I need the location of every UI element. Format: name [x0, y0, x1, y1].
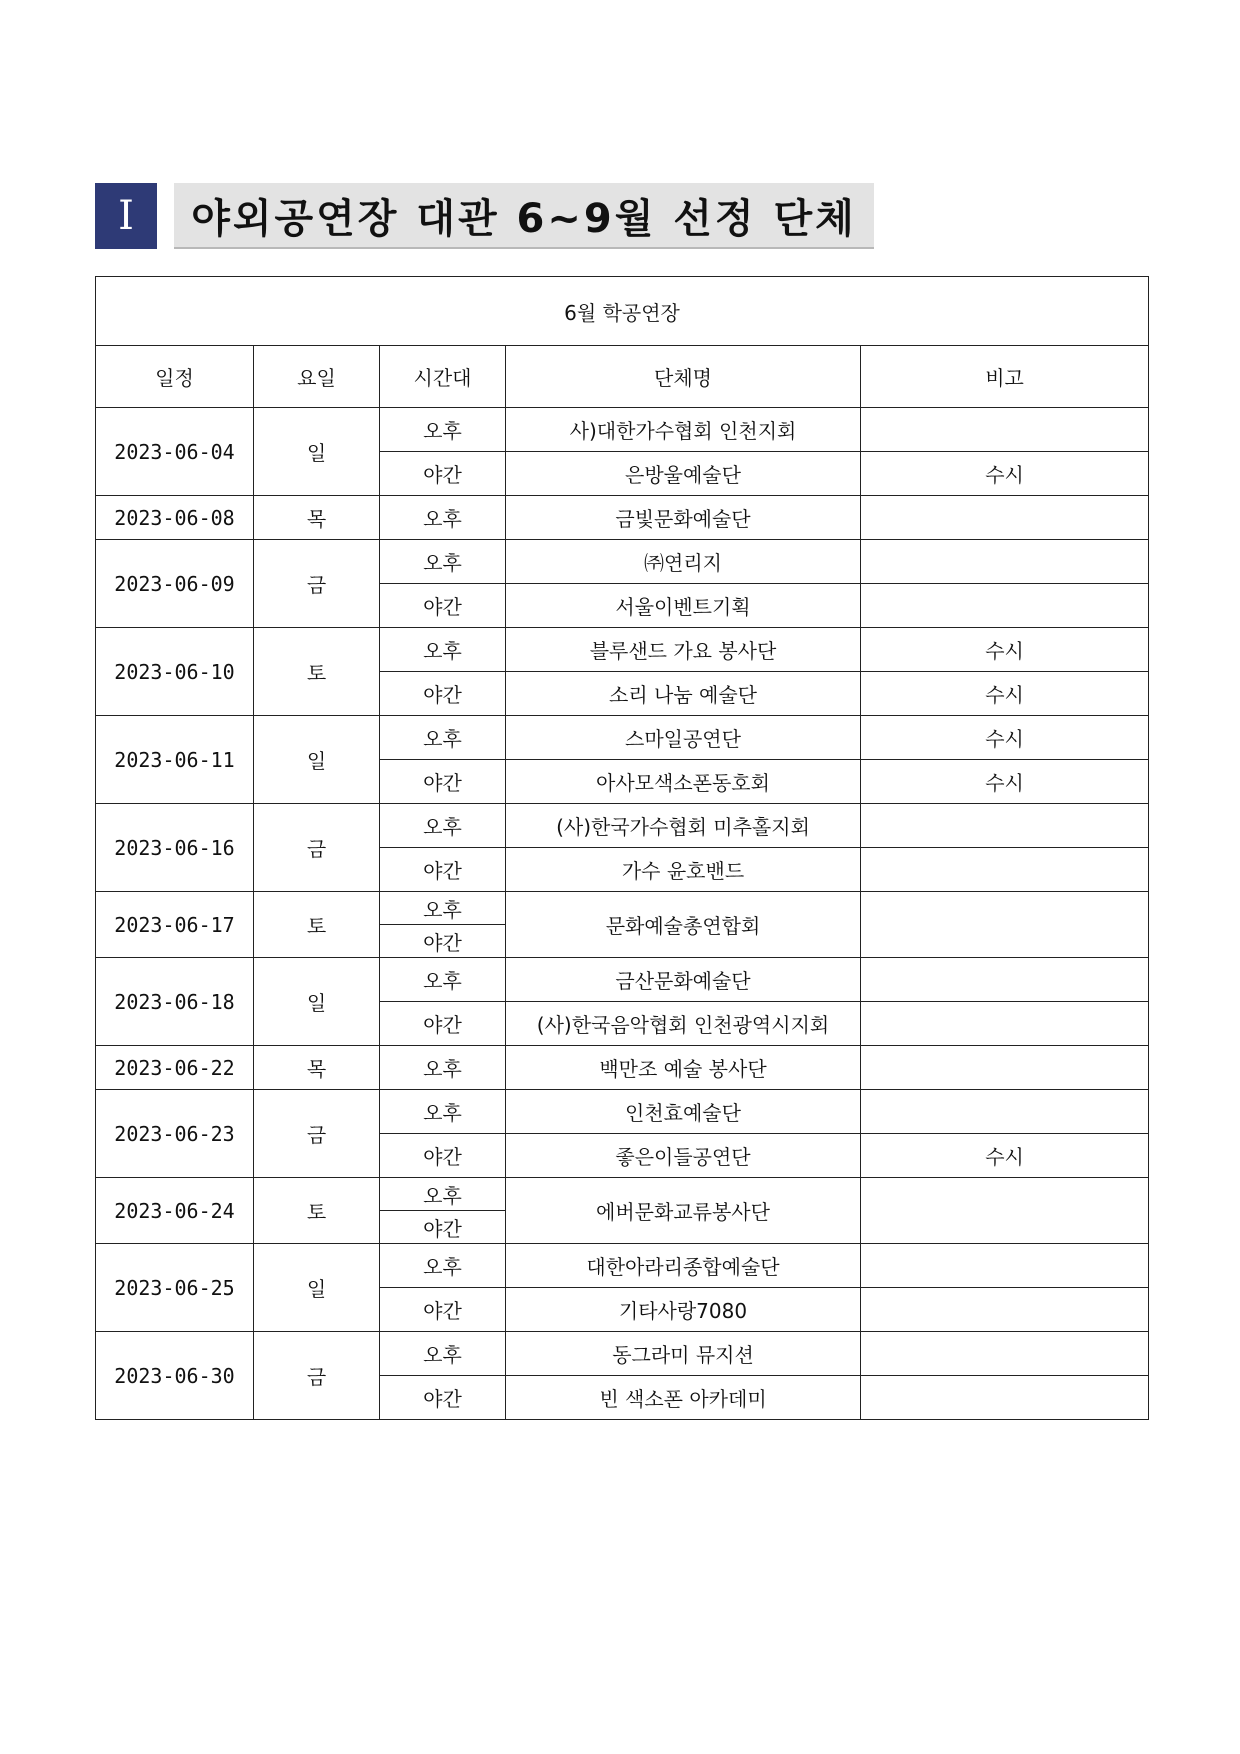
- time-cell: 야간: [380, 760, 506, 804]
- time-cell: 오후: [380, 1046, 506, 1090]
- time-cell: 오후: [380, 408, 506, 452]
- date-cell: 2023-06-22: [96, 1046, 254, 1090]
- note-cell: [861, 892, 1149, 958]
- day-cell: 금: [254, 1090, 380, 1178]
- table-row: [96, 540, 1149, 584]
- table-header-row: [96, 346, 1149, 408]
- note-cell: [861, 1244, 1149, 1288]
- table-row: [96, 1046, 1149, 1090]
- organization-cell: 소리 나눔 예술단: [506, 672, 861, 716]
- table-row: [96, 1332, 1149, 1376]
- organization-cell: 백만조 예술 봉사단: [506, 1046, 861, 1090]
- date-cell: 2023-06-17: [96, 892, 254, 958]
- note-cell: 수시: [861, 628, 1149, 672]
- note-cell: [861, 584, 1149, 628]
- time-cell: 오후: [380, 716, 506, 760]
- note-cell: [861, 496, 1149, 540]
- organization-cell: 문화예술총연합회: [506, 892, 861, 958]
- header-time: 시간대: [380, 346, 506, 408]
- day-cell: 금: [254, 804, 380, 892]
- time-cell: 야간: [380, 1376, 506, 1420]
- table-row: [96, 496, 1149, 540]
- day-cell: 토: [254, 892, 380, 958]
- note-cell: [861, 1288, 1149, 1332]
- table-row: [96, 1244, 1149, 1288]
- note-cell: 수시: [861, 452, 1149, 496]
- time-cell: 야간: [380, 925, 506, 958]
- organization-cell: 금빛문화예술단: [506, 496, 861, 540]
- date-cell: 2023-06-25: [96, 1244, 254, 1332]
- note-cell: [861, 408, 1149, 452]
- table-title: 6월 학공연장: [96, 277, 1149, 346]
- time-cell: 야간: [380, 1134, 506, 1178]
- date-cell: 2023-06-04: [96, 408, 254, 496]
- day-cell: 일: [254, 958, 380, 1046]
- table-row: [96, 1090, 1149, 1134]
- organization-cell: 아사모색소폰동호회: [506, 760, 861, 804]
- time-cell: 오후: [380, 892, 506, 925]
- organization-cell: 가수 윤호밴드: [506, 848, 861, 892]
- time-cell: 야간: [380, 1211, 506, 1244]
- header-date: 일정: [96, 346, 254, 408]
- day-cell: 금: [254, 540, 380, 628]
- day-cell: 목: [254, 496, 380, 540]
- note-cell: [861, 804, 1149, 848]
- date-cell: 2023-06-09: [96, 540, 254, 628]
- time-cell: 야간: [380, 1002, 506, 1046]
- day-cell: 일: [254, 716, 380, 804]
- time-cell: 오후: [380, 1090, 506, 1134]
- table-row: [96, 716, 1149, 760]
- day-cell: 금: [254, 1332, 380, 1420]
- date-cell: 2023-06-23: [96, 1090, 254, 1178]
- schedule-table: [95, 276, 1149, 1420]
- date-cell: 2023-06-16: [96, 804, 254, 892]
- header-day: 요일: [254, 346, 380, 408]
- section-number-badge: I: [95, 183, 157, 249]
- note-cell: 수시: [861, 716, 1149, 760]
- organization-cell: 은방울예술단: [506, 452, 861, 496]
- organization-cell: 에버문화교류봉사단: [506, 1178, 861, 1244]
- note-cell: [861, 848, 1149, 892]
- organization-cell: 기타사랑7080: [506, 1288, 861, 1332]
- day-cell: 토: [254, 628, 380, 716]
- time-cell: 오후: [380, 1178, 506, 1211]
- time-cell: 야간: [380, 848, 506, 892]
- organization-cell: 스마일공연단: [506, 716, 861, 760]
- date-cell: 2023-06-30: [96, 1332, 254, 1420]
- time-cell: 오후: [380, 1244, 506, 1288]
- time-cell: 야간: [380, 672, 506, 716]
- organization-cell: 사)대한가수협회 인천지회: [506, 408, 861, 452]
- organization-cell: 좋은이들공연단: [506, 1134, 861, 1178]
- organization-cell: 인천효예술단: [506, 1090, 861, 1134]
- table-row: [96, 958, 1149, 1002]
- note-cell: 수시: [861, 760, 1149, 804]
- note-cell: [861, 1046, 1149, 1090]
- note-cell: [861, 1376, 1149, 1420]
- note-cell: [861, 1332, 1149, 1376]
- time-cell: 오후: [380, 540, 506, 584]
- day-cell: 목: [254, 1046, 380, 1090]
- note-cell: [861, 958, 1149, 1002]
- organization-cell: 빈 색소폰 아카데미: [506, 1376, 861, 1420]
- organization-cell: 금산문화예술단: [506, 958, 861, 1002]
- organization-cell: 동그라미 뮤지션: [506, 1332, 861, 1376]
- time-cell: 오후: [380, 958, 506, 1002]
- header-note: 비고: [861, 346, 1149, 408]
- organization-cell: 블루샌드 가요 봉사단: [506, 628, 861, 672]
- section-title: 야외공연장 대관 6~9월 선정 단체: [174, 183, 874, 249]
- note-cell: [861, 1090, 1149, 1134]
- table-row: [96, 1178, 1149, 1211]
- time-cell: 야간: [380, 584, 506, 628]
- time-cell: 야간: [380, 452, 506, 496]
- table-row: [96, 408, 1149, 452]
- schedule-body: [96, 408, 1149, 1420]
- note-cell: 수시: [861, 1134, 1149, 1178]
- header-organization: 단체명: [506, 346, 861, 408]
- date-cell: 2023-06-11: [96, 716, 254, 804]
- organization-cell: ㈜연리지: [506, 540, 861, 584]
- table-row: [96, 804, 1149, 848]
- organization-cell: 대한아라리종합예술단: [506, 1244, 861, 1288]
- date-cell: 2023-06-08: [96, 496, 254, 540]
- time-cell: 오후: [380, 628, 506, 672]
- day-cell: 토: [254, 1178, 380, 1244]
- note-cell: [861, 540, 1149, 584]
- organization-cell: 서울이벤트기획: [506, 584, 861, 628]
- date-cell: 2023-06-24: [96, 1178, 254, 1244]
- date-cell: 2023-06-18: [96, 958, 254, 1046]
- time-cell: 오후: [380, 804, 506, 848]
- note-cell: [861, 1178, 1149, 1244]
- table-row: [96, 628, 1149, 672]
- time-cell: 야간: [380, 1288, 506, 1332]
- day-cell: 일: [254, 408, 380, 496]
- organization-cell: (사)한국가수협회 미추홀지회: [506, 804, 861, 848]
- organization-cell: (사)한국음악협회 인천광역시지회: [506, 1002, 861, 1046]
- note-cell: [861, 1002, 1149, 1046]
- time-cell: 오후: [380, 1332, 506, 1376]
- table-row: [96, 892, 1149, 925]
- day-cell: 일: [254, 1244, 380, 1332]
- note-cell: 수시: [861, 672, 1149, 716]
- time-cell: 오후: [380, 496, 506, 540]
- date-cell: 2023-06-10: [96, 628, 254, 716]
